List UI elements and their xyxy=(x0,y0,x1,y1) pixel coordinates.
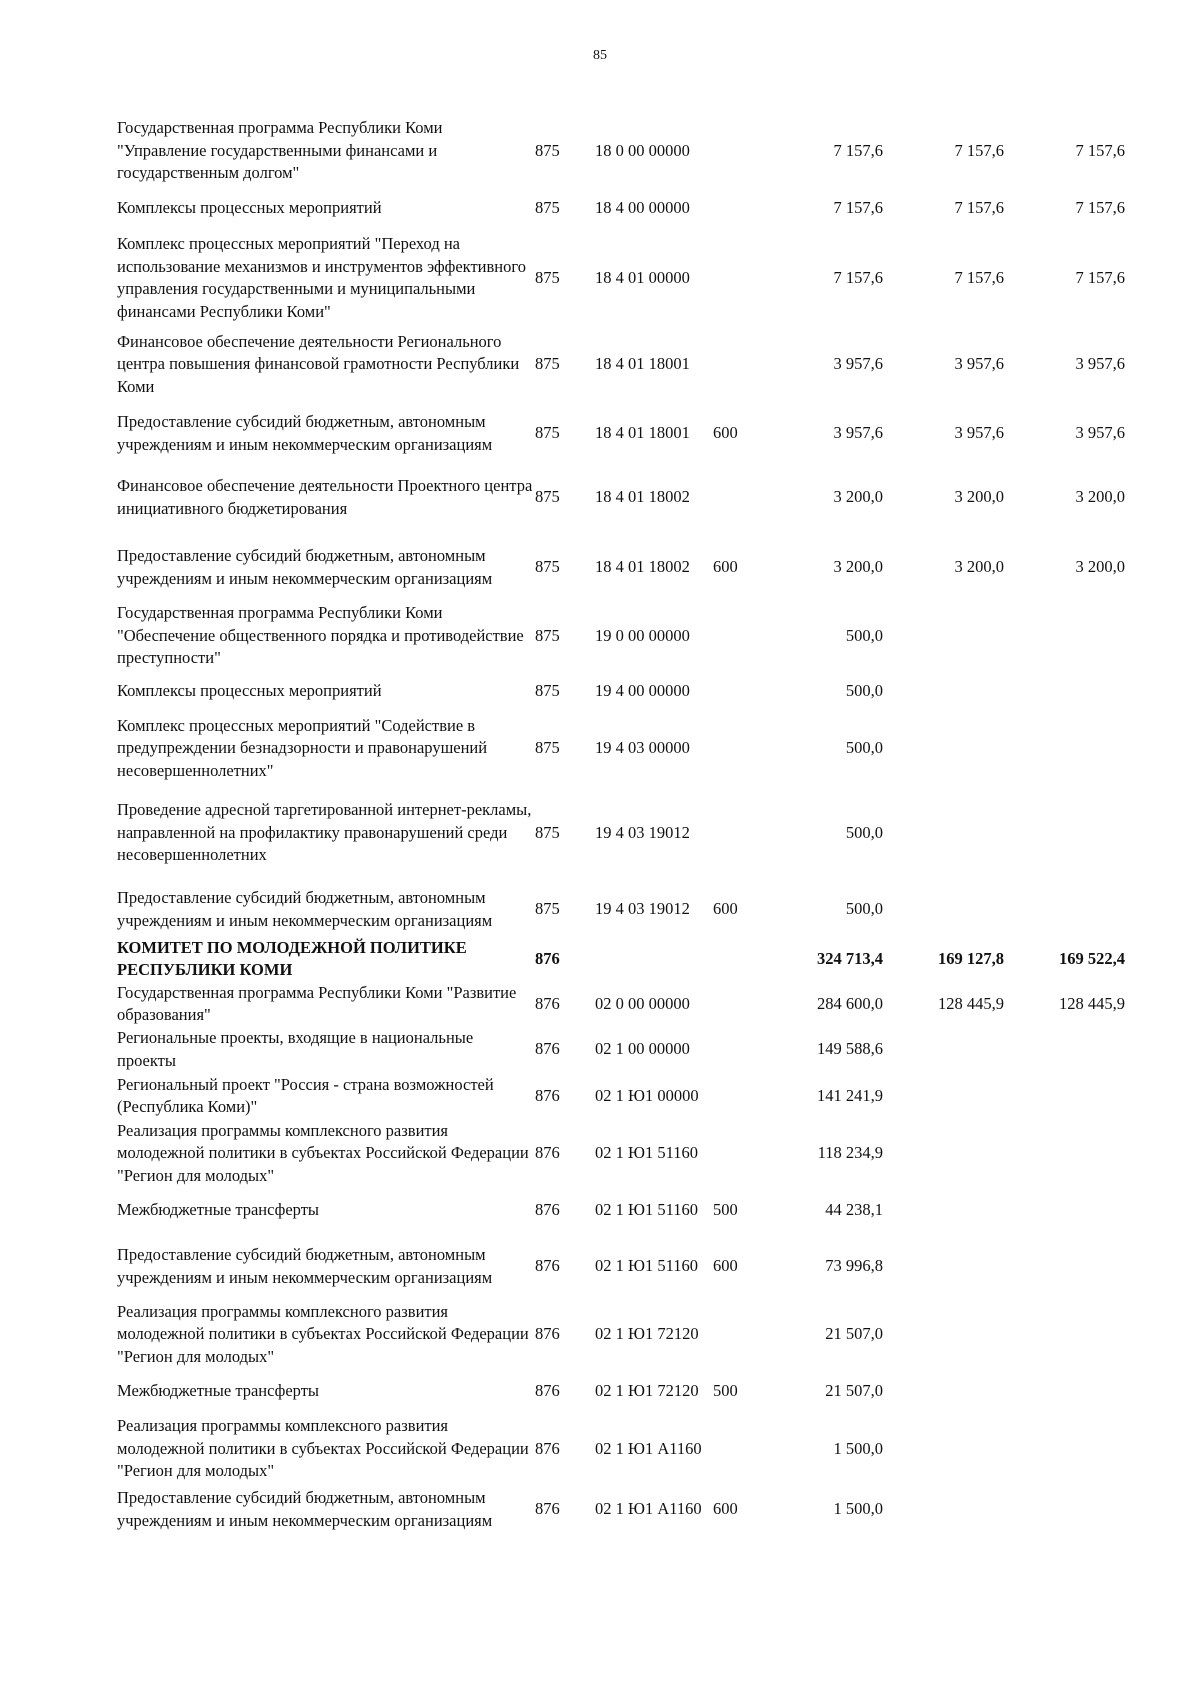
table-row xyxy=(117,232,1125,324)
table-row xyxy=(117,1415,1125,1484)
table-row xyxy=(117,185,1125,232)
row-vr-code xyxy=(713,937,763,982)
row-amount-year2 xyxy=(883,1415,1004,1484)
row-name: Региональные проекты, входящие в национальные проекты xyxy=(117,1028,474,1070)
row-ved-code: 876 xyxy=(535,1499,560,1519)
table-row xyxy=(117,1301,1125,1369)
table-row xyxy=(117,784,1125,883)
row-amount-year1: 149 588,6 xyxy=(817,1039,883,1059)
row-amount-year1: 7 157,6 xyxy=(833,267,883,287)
row-amount-year1: 73 996,8 xyxy=(825,1256,883,1276)
table-row xyxy=(117,602,1125,670)
table-row xyxy=(117,1233,1125,1301)
table-row xyxy=(117,462,1125,533)
row-amount-year3 xyxy=(1004,1415,1125,1484)
row-amount-year1: 3 957,6 xyxy=(833,423,883,443)
row-vr-code xyxy=(713,324,763,405)
row-amount-year1: 500,0 xyxy=(845,899,883,919)
row-ved-code: 875 xyxy=(535,899,560,919)
row-vr-code xyxy=(713,982,763,1027)
row-amount-year2 xyxy=(883,1233,1004,1301)
row-amount-year1: 1 500,0 xyxy=(833,1499,883,1519)
row-amount-year3 xyxy=(1004,1188,1125,1233)
row-amount-year3 xyxy=(1004,1027,1125,1073)
row-ved-code: 876 xyxy=(535,948,560,968)
row-ved-code: 875 xyxy=(535,267,560,287)
row-name: Комплексы процессных мероприятий xyxy=(117,681,382,701)
row-amount-year2: 128 445,9 xyxy=(938,993,1004,1013)
row-amount-year3 xyxy=(1004,1233,1125,1301)
row-csr-code: 19 4 03 19012 xyxy=(595,822,690,842)
row-amount-year1: 21 507,0 xyxy=(825,1381,883,1401)
row-ved-code: 875 xyxy=(535,625,560,645)
row-amount-year2 xyxy=(883,1073,1004,1120)
row-amount-year2 xyxy=(883,1484,1004,1536)
row-amount-year2 xyxy=(883,1188,1004,1233)
table-row xyxy=(117,117,1125,185)
row-amount-year1: 284 600,0 xyxy=(817,993,883,1013)
row-ved-code: 875 xyxy=(535,423,560,443)
row-name: Государственная программа Республики Коми "Обеспечение общественного порядка и противодействие преступности" xyxy=(117,603,524,667)
row-vr-code xyxy=(713,232,763,324)
row-amount-year3: 7 157,6 xyxy=(1075,140,1125,160)
row-amount-year3 xyxy=(1004,1301,1125,1369)
row-amount-year3: 3 957,6 xyxy=(1075,354,1125,374)
row-amount-year3 xyxy=(1004,883,1125,937)
row-csr-code: 18 4 01 18001 xyxy=(595,423,690,443)
row-amount-year3: 169 522,4 xyxy=(1059,948,1125,968)
row-vr-code xyxy=(713,1120,763,1188)
table-row xyxy=(117,1188,1125,1233)
row-name: Предоставление субсидий бюджетным, автономным учреждениям и иным некоммерческим организациям xyxy=(117,1245,493,1287)
row-csr-code: 02 1 Ю1 51160 xyxy=(595,1143,698,1163)
row-amount-year2 xyxy=(883,883,1004,937)
row-amount-year2 xyxy=(883,1369,1004,1415)
row-amount-year3 xyxy=(1004,714,1125,784)
row-name: Финансовое обеспечение деятельности Проектного центра инициативного бюджетирования xyxy=(117,476,533,518)
row-amount-year3 xyxy=(1004,1484,1125,1536)
row-amount-year3: 3 200,0 xyxy=(1075,557,1125,577)
row-name: КОМИТЕТ ПО МОЛОДЕЖНОЙ ПОЛИТИКЕ РЕСПУБЛИКИ КОМИ xyxy=(117,937,467,979)
row-amount-year1: 44 238,1 xyxy=(825,1199,883,1219)
row-name: Финансовое обеспечение деятельности Регионального центра повышения финансовой грамотности Республики Коми xyxy=(117,331,520,396)
budget-table xyxy=(117,117,1125,1536)
row-amount-year1: 500,0 xyxy=(845,681,883,701)
row-amount-year2: 7 157,6 xyxy=(954,267,1004,287)
row-csr-code xyxy=(595,937,713,982)
row-csr-code: 02 1 Ю1 72120 xyxy=(595,1324,699,1344)
row-ved-code: 876 xyxy=(535,1324,560,1344)
row-csr-code: 02 1 Ю1 51160 xyxy=(595,1256,698,1276)
row-csr-code: 02 1 Ю1 A1160 xyxy=(595,1499,702,1519)
row-amount-year1: 141 241,9 xyxy=(817,1085,883,1105)
table-row xyxy=(117,1369,1125,1415)
row-vr-code: 600 xyxy=(713,1499,738,1519)
row-amount-year3 xyxy=(1004,670,1125,714)
row-amount-year1: 1 500,0 xyxy=(833,1438,883,1458)
row-amount-year3 xyxy=(1004,1073,1125,1120)
row-csr-code: 19 4 03 00000 xyxy=(595,738,690,758)
row-amount-year2: 169 127,8 xyxy=(938,948,1004,968)
row-ved-code: 876 xyxy=(535,1085,560,1105)
row-amount-year3: 3 957,6 xyxy=(1075,423,1125,443)
row-ved-code: 875 xyxy=(535,738,560,758)
row-amount-year2 xyxy=(883,1301,1004,1369)
row-amount-year1: 7 157,6 xyxy=(833,198,883,218)
row-ved-code: 875 xyxy=(535,140,560,160)
table-row xyxy=(117,937,1125,982)
row-ved-code: 876 xyxy=(535,1256,560,1276)
row-amount-year2: 7 157,6 xyxy=(954,198,1004,218)
row-amount-year1: 500,0 xyxy=(845,625,883,645)
row-name: Комплексы процессных мероприятий xyxy=(117,198,382,218)
row-amount-year1: 324 713,4 xyxy=(817,948,883,968)
row-ved-code: 875 xyxy=(535,681,560,701)
row-vr-code: 500 xyxy=(713,1381,738,1401)
row-vr-code xyxy=(713,1415,763,1484)
row-vr-code xyxy=(713,185,763,232)
row-ved-code: 876 xyxy=(535,993,560,1013)
row-ved-code: 875 xyxy=(535,354,560,374)
row-amount-year1: 118 234,9 xyxy=(817,1143,883,1163)
row-name: Реализация программы комплексного развития молодежной политики в субъектах Российской Федерации "Регион для молодых" xyxy=(117,1301,529,1366)
page-number: 85 xyxy=(593,48,607,63)
row-csr-code: 18 4 01 18002 xyxy=(595,557,690,577)
row-csr-code: 02 1 Ю1 A1160 xyxy=(595,1438,702,1458)
row-amount-year2 xyxy=(883,670,1004,714)
row-vr-code: 600 xyxy=(713,899,738,919)
row-vr-code xyxy=(713,1027,763,1073)
row-amount-year1: 7 157,6 xyxy=(833,140,883,160)
row-amount-year3: 3 200,0 xyxy=(1075,487,1125,507)
row-ved-code: 875 xyxy=(535,487,560,507)
table-row xyxy=(117,1120,1125,1188)
row-vr-code: 600 xyxy=(713,423,738,443)
row-vr-code xyxy=(713,602,763,670)
row-amount-year3 xyxy=(1004,602,1125,670)
row-name: Реализация программы комплексного развития молодежной политики в субъектах Российской Федерации "Регион для молодых" xyxy=(117,1120,529,1185)
table-row xyxy=(117,883,1125,937)
row-name: Комплекс процессных мероприятий "Содействие в предупреждении безнадзорности и правонарушений несовершеннолетних" xyxy=(117,715,488,780)
row-csr-code: 18 4 01 18002 xyxy=(595,487,690,507)
row-name: Межбюджетные трансферты xyxy=(117,1381,320,1401)
row-amount-year1: 500,0 xyxy=(845,822,883,842)
row-name: Предоставление субсидий бюджетным, автономным учреждениям и иным некоммерческим организациям xyxy=(117,888,493,930)
row-amount-year2: 3 200,0 xyxy=(954,487,1004,507)
row-vr-code: 600 xyxy=(713,557,738,577)
row-vr-code xyxy=(713,714,763,784)
row-amount-year2: 7 157,6 xyxy=(954,140,1004,160)
row-csr-code: 19 4 03 19012 xyxy=(595,899,690,919)
table-row xyxy=(117,1027,1125,1073)
row-ved-code: 876 xyxy=(535,1438,560,1458)
row-csr-code: 18 0 00 00000 xyxy=(595,140,690,160)
row-vr-code xyxy=(713,784,763,883)
row-amount-year3: 128 445,9 xyxy=(1059,993,1125,1013)
row-name: Реализация программы комплексного развития молодежной политики в субъектах Российской Федерации "Регион для молодых" xyxy=(117,1416,529,1481)
table-row xyxy=(117,324,1125,405)
row-amount-year1: 500,0 xyxy=(845,738,883,758)
budget-table-body xyxy=(117,117,1125,1536)
table-row xyxy=(117,533,1125,602)
row-ved-code: 876 xyxy=(535,1143,560,1163)
row-name: Проведение адресной таргетированной интернет-рекламы, направленной на профилактику правонарушений среди несовершеннолетних xyxy=(117,800,532,865)
row-amount-year2: 3 957,6 xyxy=(954,423,1004,443)
row-amount-year3 xyxy=(1004,784,1125,883)
row-csr-code: 18 4 01 00000 xyxy=(595,267,690,287)
row-vr-code xyxy=(713,117,763,185)
row-csr-code: 02 1 Ю1 51160 xyxy=(595,1199,698,1219)
row-amount-year1: 3 957,6 xyxy=(833,354,883,374)
row-amount-year1: 3 200,0 xyxy=(833,557,883,577)
row-amount-year2 xyxy=(883,1027,1004,1073)
row-csr-code: 19 0 00 00000 xyxy=(595,625,690,645)
table-row xyxy=(117,670,1125,714)
table-row xyxy=(117,714,1125,784)
row-ved-code: 875 xyxy=(535,822,560,842)
row-vr-code: 600 xyxy=(713,1256,738,1276)
row-name: Региональный проект "Россия - страна возможностей (Республика Коми)" xyxy=(117,1074,494,1116)
row-amount-year1: 3 200,0 xyxy=(833,487,883,507)
row-amount-year2 xyxy=(883,784,1004,883)
row-ved-code: 875 xyxy=(535,557,560,577)
row-name: Предоставление субсидий бюджетным, автономным учреждениям и иным некоммерческим организациям xyxy=(117,412,493,454)
row-amount-year3: 7 157,6 xyxy=(1075,198,1125,218)
row-name: Предоставление субсидий бюджетным, автономным учреждениям и иным некоммерческим организациям xyxy=(117,546,493,588)
row-csr-code: 18 4 00 00000 xyxy=(595,198,690,218)
row-vr-code xyxy=(713,670,763,714)
row-vr-code xyxy=(713,1301,763,1369)
row-ved-code: 876 xyxy=(535,1039,560,1059)
row-ved-code: 876 xyxy=(535,1199,560,1219)
table-row xyxy=(117,1073,1125,1120)
row-name: Комплекс процессных мероприятий "Переход на использование механизмов и инструментов эффективного управления государственными и муниципальными финансами Республики Коми" xyxy=(117,234,526,321)
row-csr-code: 02 1 00 00000 xyxy=(595,1039,690,1059)
row-amount-year1: 21 507,0 xyxy=(825,1324,883,1344)
table-row xyxy=(117,405,1125,462)
row-amount-year2 xyxy=(883,714,1004,784)
row-name: Государственная программа Республики Коми "Развитие образования" xyxy=(117,982,517,1024)
row-csr-code: 19 4 00 00000 xyxy=(595,681,690,701)
row-amount-year2 xyxy=(883,1120,1004,1188)
row-amount-year3 xyxy=(1004,1120,1125,1188)
row-amount-year3 xyxy=(1004,1369,1125,1415)
row-name: Государственная программа Республики Коми "Управление государственными финансами и государственным долгом" xyxy=(117,118,443,183)
row-name: Межбюджетные трансферты xyxy=(117,1199,320,1219)
table-row xyxy=(117,982,1125,1027)
table-row xyxy=(117,1484,1125,1536)
row-ved-code: 875 xyxy=(535,198,560,218)
row-amount-year2 xyxy=(883,602,1004,670)
row-csr-code: 02 1 Ю1 00000 xyxy=(595,1085,699,1105)
row-vr-code: 500 xyxy=(713,1199,738,1219)
row-vr-code xyxy=(713,1073,763,1120)
row-amount-year2: 3 200,0 xyxy=(954,557,1004,577)
row-csr-code: 02 0 00 00000 xyxy=(595,993,690,1013)
row-csr-code: 02 1 Ю1 72120 xyxy=(595,1381,699,1401)
row-ved-code: 876 xyxy=(535,1381,560,1401)
row-name: Предоставление субсидий бюджетным, автономным учреждениям и иным некоммерческим организациям xyxy=(117,1488,493,1530)
row-vr-code xyxy=(713,462,763,533)
row-amount-year2: 3 957,6 xyxy=(954,354,1004,374)
row-csr-code: 18 4 01 18001 xyxy=(595,354,690,374)
row-amount-year3: 7 157,6 xyxy=(1075,267,1125,287)
